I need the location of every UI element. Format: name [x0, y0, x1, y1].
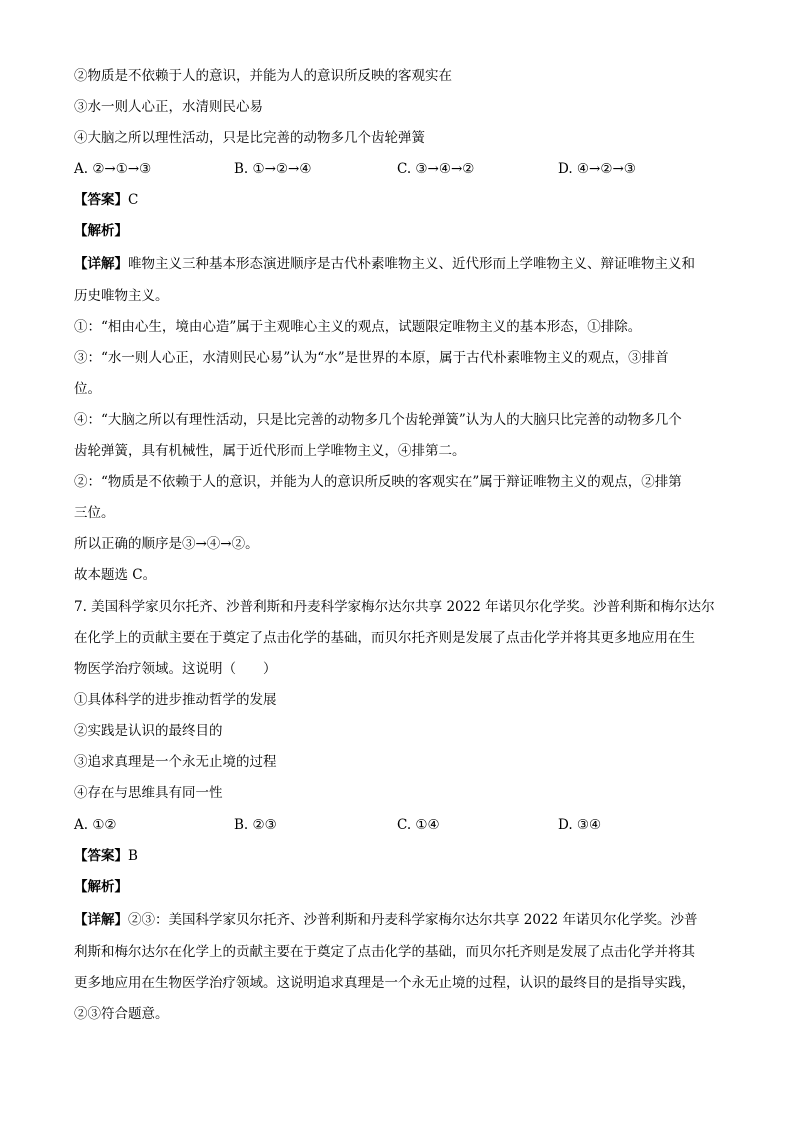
q7-detail-line: ②③符合题意。: [74, 1006, 169, 1022]
q7-item-3: ③追求真理是一个永无止境的过程: [74, 754, 277, 770]
q6-item-3: ③水一则人心正，水清则民心易: [74, 99, 263, 115]
q7-answer: [74, 846, 724, 866]
q6-detail-line: ④：“大脑之所以有理性活动，只是比完善的动物多几个齿轮弹簧”认为人的大脑只比完善的动物多几个: [74, 412, 682, 428]
q6-detail-line: 位。: [74, 381, 101, 397]
q7-answer-tag: 【答案】: [74, 848, 128, 864]
q6-detail-line: ①：“相由心生，境由心造”属于主观唯心主义的观点，试题限定唯物主义的基本形态，①排除。: [74, 319, 642, 335]
q6-detail-line: ②：“物质是不依赖于人的意识，并能为人的意识所反映的客观实在”属于辩证唯物主义的观点，②排第: [74, 474, 682, 490]
q6-detail-line: 所以正确的顺序是③→④→②。: [74, 536, 259, 552]
q7-option-a: A. ①②: [74, 817, 117, 833]
q7-detail-tag: 【详解】: [74, 912, 128, 928]
q7-analysis-tag: 【解析】: [74, 879, 128, 895]
q7-stem-line: 物医学治疗领域。这说明（ ）: [74, 661, 277, 677]
q6-detail-line: ③：“水一则人心正，水清则民心易”认为“水”是世界的本原，属于古代朴素唯物主义的观点，③排首: [74, 350, 669, 366]
q7-detail-text: ②③：美国科学家贝尔托齐、沙普利斯和丹麦科学家梅尔达尔共享 2022 年诺贝尔化学奖。沙普: [128, 912, 698, 928]
q6-detail-line: [74, 254, 724, 274]
q6-analysis-tag: 【解析】: [74, 223, 128, 239]
q7-detail-line: 更多地应用在生物医学治疗领域。这说明追求真理是一个永无止境的过程，认识的最终目的是指导实践，: [74, 975, 695, 991]
q7-option-d: D. ③④: [558, 817, 602, 833]
q7-option-c: C. ①④: [397, 817, 440, 833]
q6-option-d: D. ④→②→③: [558, 161, 636, 177]
q6-option-b: B. ①→②→④: [234, 161, 312, 177]
q6-detail-text: 唯物主义三种基本形态演进顺序是古代朴素唯物主义、近代形而上学唯物主义、辩证唯物主义和: [128, 256, 695, 272]
q6-option-c: C. ③→④→②: [397, 161, 475, 177]
q6-detail-line: 故本题选 C。: [74, 567, 157, 583]
q7-item-1: ①具体科学的进步推动哲学的发展: [74, 692, 277, 708]
q7-stem-line: 在化学上的贡献主要在于奠定了点击化学的基础，而贝尔托齐则是发展了点击化学并将其更多地应用在生: [74, 630, 695, 646]
q7-item-4: ④存在与思维具有同一性: [74, 785, 223, 801]
q6-option-a: A. ②→①→③: [74, 161, 152, 177]
q6-item-2: ②物质是不依赖于人的意识，并能为人的意识所反映的客观实在: [74, 68, 452, 84]
q7-detail-line: 利斯和梅尔达尔在化学上的贡献主要在于奠定了点击化学的基础，而贝尔托齐则是发展了点击化学并将其: [74, 944, 695, 960]
q6-answer: [74, 190, 724, 210]
q6-detail-line: 三位。: [74, 505, 115, 521]
q7-item-2: ②实践是认识的最终目的: [74, 723, 223, 739]
q6-detail-line: 历史唯物主义。: [74, 288, 169, 304]
q6-analysis-heading: [74, 221, 724, 241]
q6-detail-tag: 【详解】: [74, 256, 128, 272]
q6-answer-value: C: [128, 192, 139, 208]
q6-answer-tag: 【答案】: [74, 192, 128, 208]
q6-item-4: ④大脑之所以理性活动，只是比完善的动物多几个齿轮弹簧: [74, 130, 425, 146]
q7-answer-value: B: [128, 848, 138, 864]
q7-analysis-heading: [74, 877, 724, 897]
q7-option-b: B. ②③: [234, 817, 277, 833]
q7-detail-line: [74, 910, 724, 930]
q6-detail-line: 齿轮弹簧，具有机械性，属于近代形而上学唯物主义，④排第二。: [74, 443, 466, 459]
q7-stem-line: 7. 美国科学家贝尔托齐、沙普利斯和丹麦科学家梅尔达尔共享 2022 年诺贝尔化学奖。沙普利斯和梅尔达尔: [74, 599, 715, 615]
